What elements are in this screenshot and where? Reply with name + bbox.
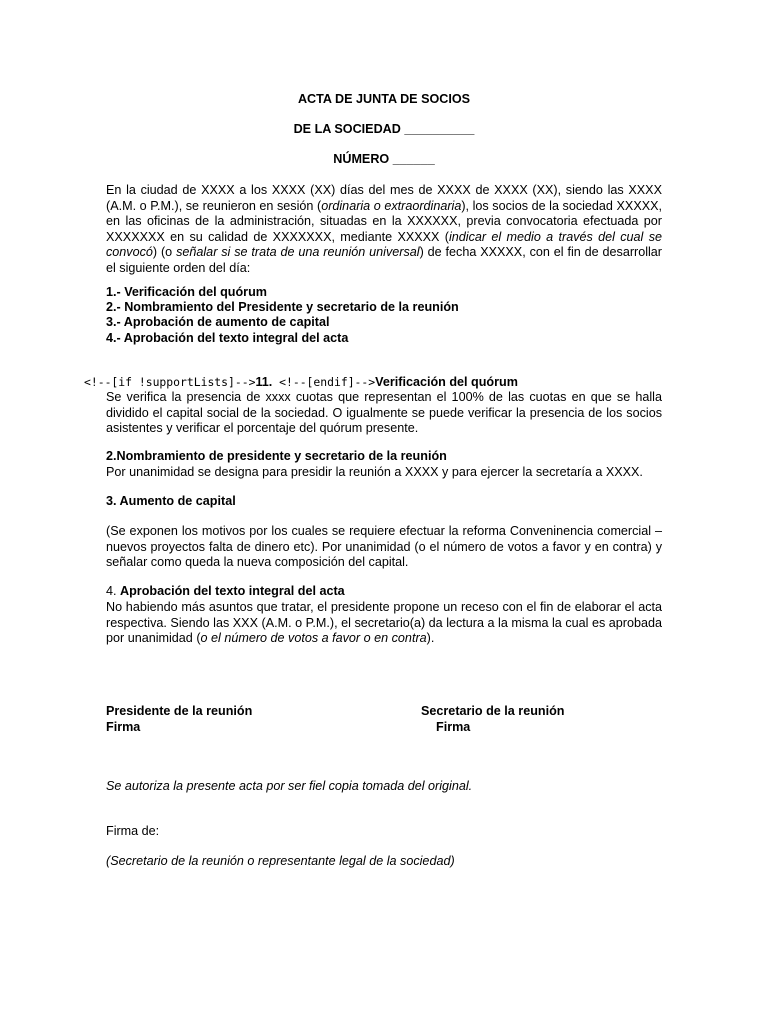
document-number: NÚMERO ______ [333,152,435,166]
intro-text-1: En la ciudad de XXXX a los XXXX (XX) días del mes de XXXX de XXXX (XX), siendo las XXXX (A.M. o P.M.), se reunieron en sesión ( [106,183,662,213]
firma-de-label: Firma de: [106,824,160,838]
intro-paragraph [106,183,662,276]
intro-italic-1: ordinaria o extraordinaria [321,198,462,213]
section-2-heading: 2.Nombramiento de presidente y secretario de la reunión [106,449,447,463]
conditional-comment-end: <!--[endif]--> [272,375,376,389]
section-4-text-1: No habiendo más asuntos que tratar, el presidente propone un receso con el fin de elaborar el acta respectiva. Siendo las XXX (A.M. o P.M.), el secretario(a) da lectura a la misma la cual es aprobada por unanimidad ( [106,600,662,645]
conditional-comment-start: <!--[if !supportLists]--> [84,375,256,389]
document-subtitle: DE LA SOCIEDAD __________ [293,122,475,136]
section-3-body: (Se exponen los motivos por los cuales se requiere efectuar la reforma Conveninencia comercial – nuevos proyectos falta de dinero etc). Por unanimidad (o el número de votos a favor y en contra) y señalar como queda la nueva composición del capital. [106,524,662,569]
intro-text-2: ), los socios de la sociedad XXXXX, en las oficinas de la administración, situadas en la XXXXXX, previa convocatoria efectuada por XXXXXXX en su calidad de XXXXXXX, mediante XXXXX ( [106,198,663,244]
president-signature-label: Firma [106,720,141,734]
section-2-body: Por unanimidad se designa para presidir la reunión a XXXX y para ejercer la secretaría a XXXX. [106,465,643,479]
section-4-heading [106,584,345,600]
section-4-italic: o el número de votos a favor o en contra [200,631,427,645]
section-1-heading [84,375,518,391]
section-4-text-2: ). [426,631,435,645]
secretary-signature-title: Secretario de la reunión [421,704,565,718]
agenda-item-4: 4.- Aprobación del texto integral del acta [106,331,349,345]
intro-italic-3: señalar si se trata de una reunión universal [176,245,420,259]
secretary-signature-label: Firma [436,720,471,734]
document-title: ACTA DE JUNTA DE SOCIOS [297,92,471,106]
agenda-item-3: 3.- Aprobación de aumento de capital [106,315,330,329]
section-3-heading: 3. Aumento de capital [106,494,236,508]
section-4-number: 4. [106,584,121,598]
president-signature-title: Presidente de la reunión [106,704,253,718]
section-1-body: Se verifica la presencia de xxxx cuotas que representan el 100% de las cuotas en que se halla dividido el capital social de la sociedad. O igualmente se puede verificar la presencia de los socios asistentes y verificar el porcentaje del quórum presente. [106,390,662,435]
intro-italic-2: indicar el medio a través del cual se convocó [106,229,662,259]
section-4-body [106,600,662,647]
section-4-title: Aprobación del texto integral del acta [120,584,345,598]
agenda-item-1: 1.- Verificación del quórum [106,285,267,299]
section-1-number: 11. [255,375,273,389]
intro-text-3: ) (o [152,245,177,259]
authorization-text: Se autoriza la presente acta por ser fiel copia tomada del original. [106,779,473,793]
section-1-title: Verificación del quórum [375,375,518,389]
intro-text-4: ) de fecha XXXXX, con el fin de desarrollar el siguiente orden del día: [106,245,663,275]
agenda-item-2: 2.- Nombramiento del Presidente y secretario de la reunión [106,300,459,314]
firma-de-detail: (Secretario de la reunión o representante legal de la sociedad) [106,854,455,868]
